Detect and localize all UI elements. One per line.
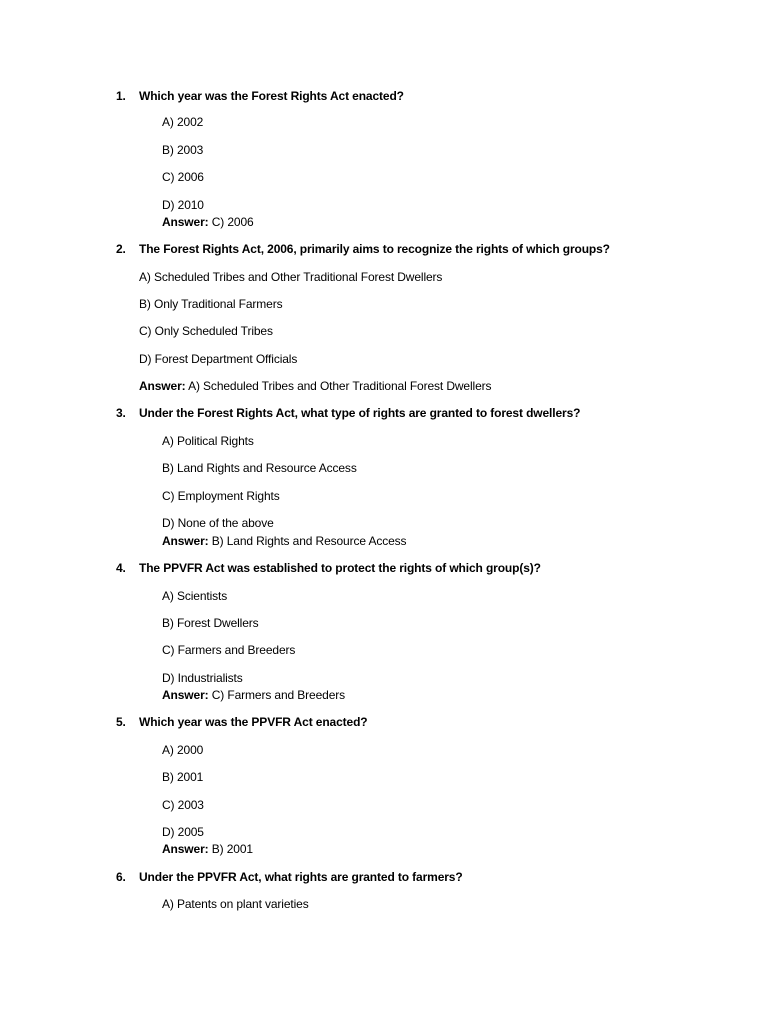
option-d: D) Industrialists <box>162 671 243 685</box>
question-number: 2. <box>116 242 126 256</box>
option-a: A) 2000 <box>162 743 204 757</box>
question-text: Which year was the PPVFR Act enacted? <box>139 715 368 729</box>
option-c: C) 2003 <box>162 798 204 812</box>
question-text: Under the PPVFR Act, what rights are granted to farmers? <box>139 870 463 884</box>
option-c: C) Employment Rights <box>162 489 280 503</box>
option-b: B) Forest Dwellers <box>162 616 259 630</box>
answer-label: Answer: <box>162 534 209 548</box>
option-b: B) 2003 <box>162 143 204 157</box>
question-number: 1. <box>116 89 126 103</box>
question-number: 4. <box>116 561 126 575</box>
question-text: Under the Forest Rights Act, what type of rights are granted to forest dwellers? <box>139 406 581 420</box>
question-number: 3. <box>116 406 126 420</box>
answer-line <box>162 533 406 549</box>
question-text: The Forest Rights Act, 2006, primarily aims to recognize the rights of which groups? <box>139 242 610 256</box>
question-text: The PPVFR Act was established to protect the rights of which group(s)? <box>139 561 541 575</box>
answer-text: B) Land Rights and Resource Access <box>211 534 407 548</box>
option-b: B) Land Rights and Resource Access <box>162 461 357 475</box>
answer-line <box>162 687 345 703</box>
option-c: C) 2006 <box>162 170 204 184</box>
answer-line <box>162 841 253 857</box>
option-a: A) Scientists <box>162 589 228 603</box>
question-text: Which year was the Forest Rights Act enacted? <box>139 89 404 103</box>
question-number: 5. <box>116 715 126 729</box>
answer-text: C) 2006 <box>211 215 254 229</box>
option-a: A) Scheduled Tribes and Other Traditional Forest Dwellers <box>139 270 443 284</box>
answer-text: C) Farmers and Breeders <box>211 688 346 702</box>
answer-label: Answer: <box>139 379 186 393</box>
answer-label: Answer: <box>162 688 209 702</box>
option-d: D) 2010 <box>162 198 204 212</box>
question-number: 6. <box>116 870 126 884</box>
option-a: A) 2002 <box>162 115 204 129</box>
answer-line <box>139 378 491 394</box>
option-c: C) Only Scheduled Tribes <box>139 324 273 338</box>
answer-label: Answer: <box>162 842 209 856</box>
answer-text: A) Scheduled Tribes and Other Traditional Forest Dwellers <box>188 379 492 393</box>
answer-label: Answer: <box>162 215 209 229</box>
option-c: C) Farmers and Breeders <box>162 643 296 657</box>
answer-line <box>162 214 254 230</box>
option-d: D) Forest Department Officials <box>139 352 298 366</box>
option-d: D) None of the above <box>162 516 274 530</box>
option-a: A) Political Rights <box>162 434 254 448</box>
answer-text: B) 2001 <box>211 842 253 856</box>
option-d: D) 2005 <box>162 825 204 839</box>
option-b: B) Only Traditional Farmers <box>139 297 283 311</box>
option-b: B) 2001 <box>162 770 204 784</box>
option-a: A) Patents on plant varieties <box>162 897 309 911</box>
